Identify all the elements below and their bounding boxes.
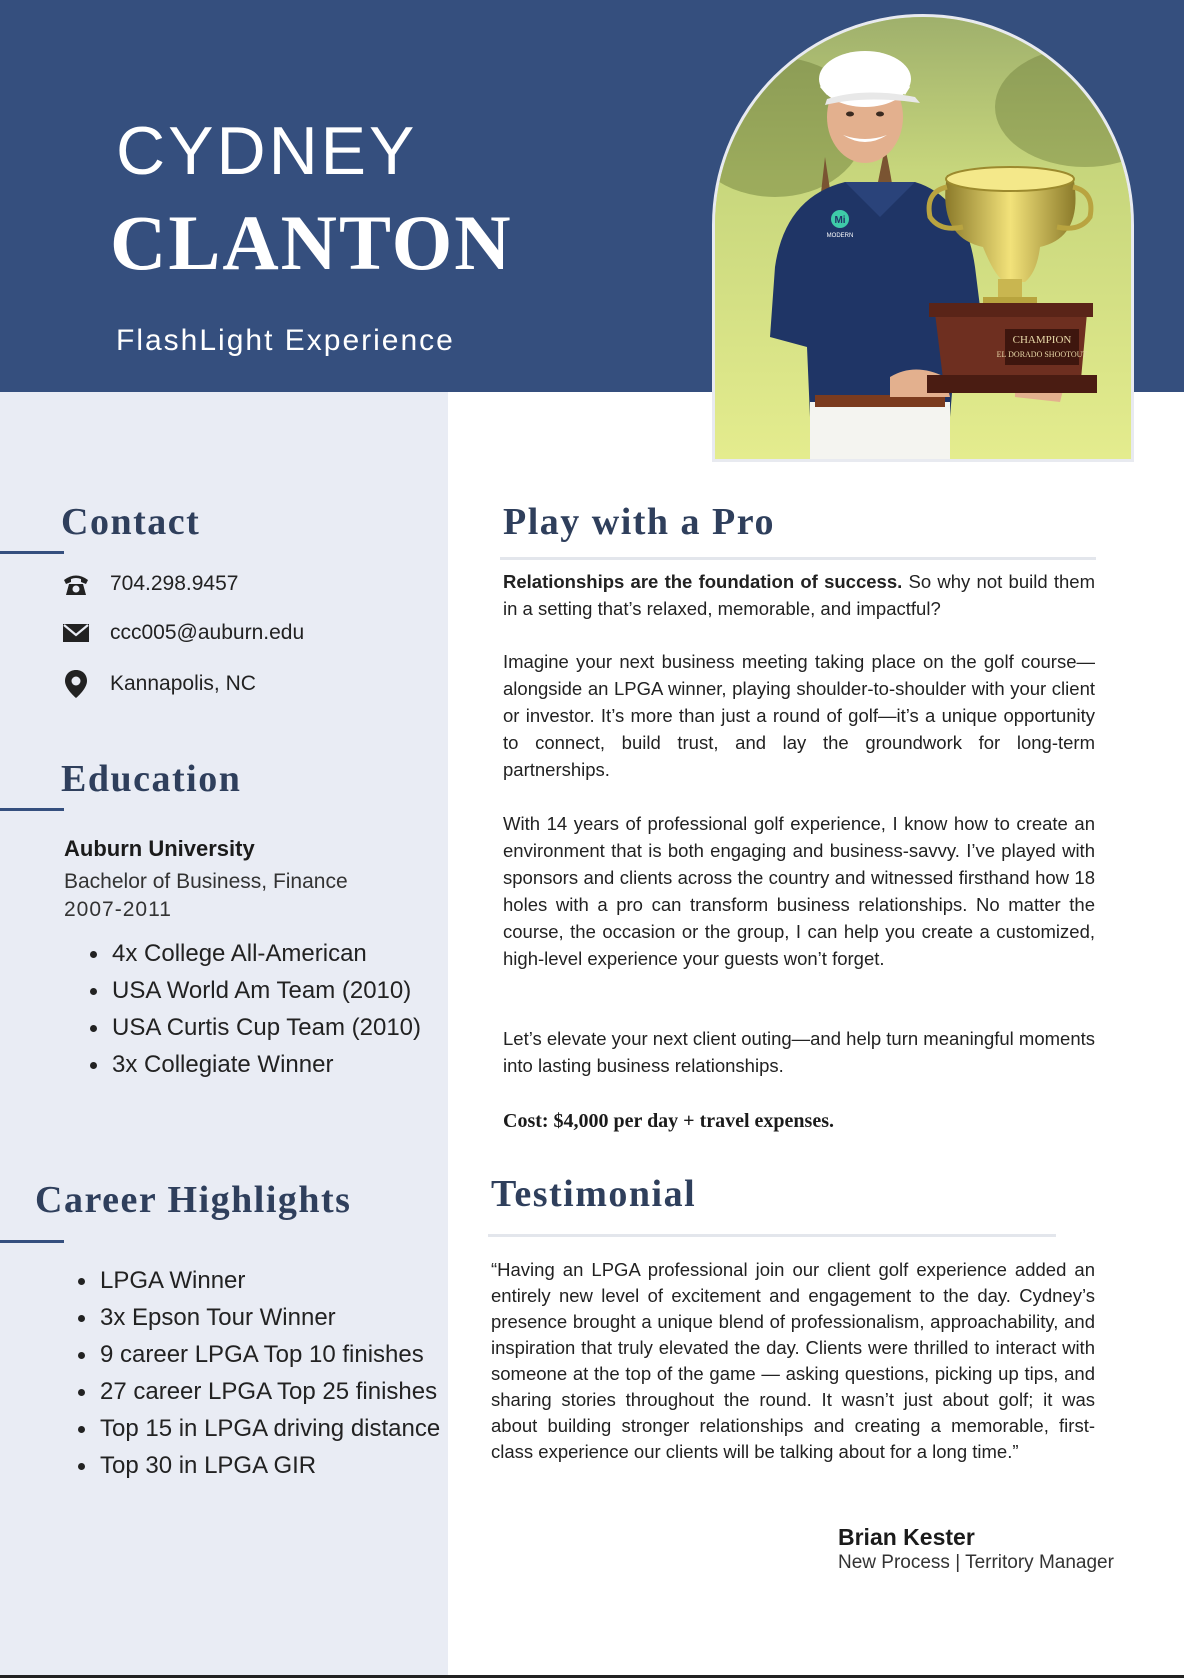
svg-text:Mi: Mi — [834, 215, 846, 226]
phone-icon — [62, 570, 90, 598]
list-item: Top 15 in LPGA driving distance — [74, 1410, 440, 1447]
education-heading: Education — [61, 758, 242, 800]
testimonial-divider — [488, 1234, 1056, 1237]
subtitle: FlashLight Experience — [116, 324, 455, 357]
phone-number[interactable]: 704.298.9457 — [110, 572, 239, 595]
pro-divider — [500, 557, 1096, 560]
testimonial-role: New Process | Territory Manager — [838, 1552, 1114, 1573]
email-address[interactable]: ccc005@auburn.edu — [110, 621, 305, 644]
honors-list — [86, 935, 421, 1083]
career-heading: Career Highlights — [35, 1179, 352, 1221]
contact-email-row — [62, 619, 304, 647]
testimonial-author: Brian Kester — [838, 1524, 975, 1550]
school-name: Auburn University — [64, 836, 255, 861]
cost-line: Cost: $4,000 per day + travel expenses. — [503, 1110, 834, 1132]
contact-phone-row — [62, 570, 238, 598]
pro-paragraph-2: Imagine your next business meeting taking place on the golf course—alongside an LPGA winner, playing shoulder-to-shoulder with your client or investor. It’s more than just a round of golf—it’s a unique opportunity to connect, build trust, and lay the groundwork for long-term partnerships. — [503, 651, 1095, 780]
profile-photo — [712, 14, 1134, 462]
education-divider — [0, 808, 64, 811]
contact-divider — [0, 551, 64, 554]
contact-location-row — [62, 670, 256, 698]
contact-heading: Contact — [61, 501, 201, 543]
svg-text:CHAMPION: CHAMPION — [1012, 334, 1072, 346]
list-item: LPGA Winner — [74, 1262, 440, 1299]
list-item: USA Curtis Cup Team (2010) — [86, 1009, 421, 1046]
list-item: 9 career LPGA Top 10 finishes — [74, 1336, 440, 1373]
list-item: 4x College All-American — [86, 935, 421, 972]
career-divider — [0, 1240, 64, 1243]
pro-paragraph-4: Let’s elevate your next client outing—and help turn meaningful moments into lasting business relationships. — [503, 1028, 1096, 1076]
email-icon — [62, 619, 90, 647]
list-item: USA World Am Team (2010) — [86, 972, 421, 1009]
list-item: Top 30 in LPGA GIR — [74, 1447, 440, 1484]
pro-paragraph-1-lead: Relationships are the foundation of success. — [503, 571, 903, 592]
list-item: 3x Collegiate Winner — [86, 1046, 421, 1083]
svg-text:MODERN: MODERN — [826, 233, 854, 239]
list-item: 27 career LPGA Top 25 finishes — [74, 1373, 440, 1410]
testimonial-quote: “Having an LPGA professional join our client golf experience added an entirely new level of excitement and engagement to the day. Cydney’s presence brought a unique blend of professionalism, approachability, and inspiration that truly elevated the day. Clients were thrilled to interact with someone at the top of the game — asking questions, picking up tips, and sharing stories throughout the round. It wasn’t just about golf; it was about building stronger relationships and creating a memorable, first-class experience our clients will be talking about for a long time.” — [491, 1259, 1095, 1462]
career-list — [74, 1262, 440, 1484]
pro-heading: Play with a Pro — [503, 501, 775, 543]
degree: Bachelor of Business, Finance — [64, 870, 348, 893]
pro-paragraph-3: With 14 years of professional golf experience, I know how to create an environment that is both engaging and business-savvy. I’ve played with sponsors and clients across the country and witnessed firsthand how 18 holes with a pro can transform business relationships. No matter the course, the occasion or the group, I can help you create a customized, high-level experience your guests won’t forget. — [503, 813, 1095, 969]
years-attended: 2007-2011 — [64, 898, 172, 921]
location-text: Kannapolis, NC — [110, 672, 256, 695]
pro-paragraph-1-rest: So why not build them in a setting that’s relaxed, memorable, and impactful? — [503, 571, 1095, 619]
pro-paragraph-1 — [503, 568, 1095, 622]
list-item: 3x Epson Tour Winner — [74, 1299, 440, 1336]
first-name: CYDNEY — [116, 113, 418, 189]
svg-text:EL DORADO SHOOTOUT: EL DORADO SHOOTOUT — [996, 350, 1088, 359]
testimonial-heading: Testimonial — [491, 1173, 697, 1215]
last-name: CLANTON — [110, 199, 513, 286]
location-pin-icon — [62, 670, 90, 698]
golfer-illustration — [715, 17, 1131, 459]
